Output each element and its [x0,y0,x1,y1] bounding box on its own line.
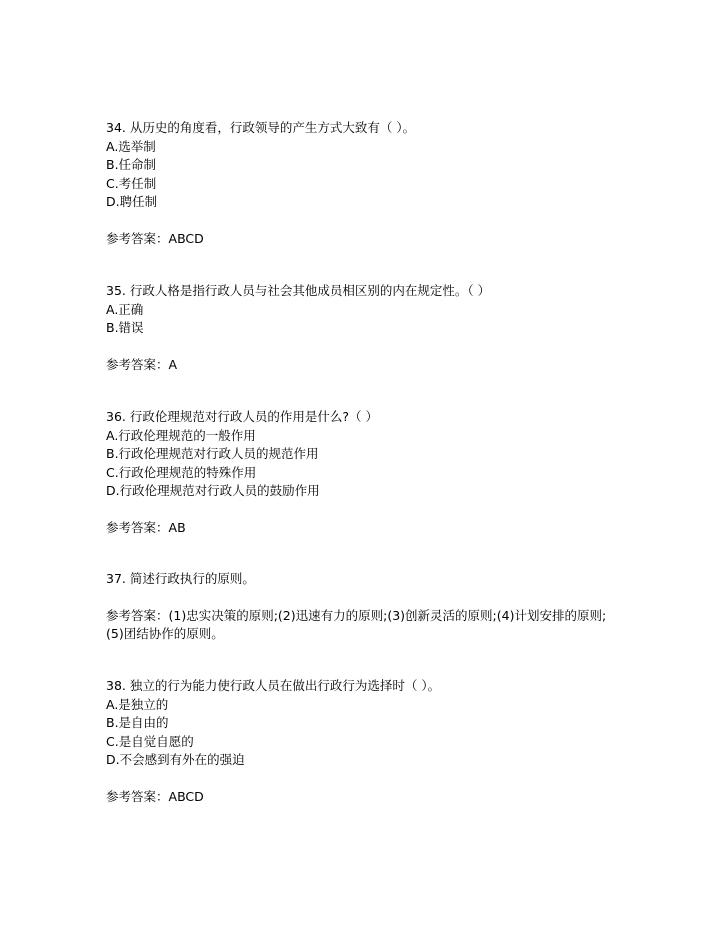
option-b: B.行政伦理规范对行政人员的规范作用 [106,446,319,461]
answer-label: 参考答案： [106,519,169,535]
answer-value: AB [168,519,186,535]
option-b: B.是自由的 [106,715,169,730]
question-stem: 37. 简述行政执行的原则。 [106,571,255,586]
option-c: C.行政伦理规范的特殊作用 [106,464,257,480]
question-stem: 38. 独立的行为能力使行政人员在做出行政行为选择时（ ）。 [106,678,441,693]
option-d: D.聘任制 [106,194,158,209]
option-a: A.选举制 [106,138,156,154]
option-a: A.是独立的 [106,696,169,712]
answer-value: ABCD [168,230,204,246]
option-d: D.不会感到有外在的强迫 [106,752,245,767]
question-stem: 36. 行政伦理规范对行政人员的作用是什么?（ ） [106,409,378,424]
question-stem: 35. 行政人格是指行政人员与社会其他成员相区别的内在规定性。（ ） [106,283,491,298]
question-37 [106,570,616,644]
option-d: D.行政伦理规范对行政人员的鼓励作用 [106,483,320,498]
option-c: C.考任制 [106,175,157,191]
answer-value: (1)忠实决策的原则;(2)迅速有力的原则;(3)创新灵活的原则;(4)计划安排的原则;(5)团结协作的原则。 [106,607,607,641]
answer-row [106,607,616,644]
answer-label: 参考答案： [106,788,169,804]
option-b: B.任命制 [106,157,157,172]
answer-row [106,356,616,375]
answer-label: 参考答案： [106,230,169,246]
answer-value: ABCD [168,788,204,804]
option-a: A.行政伦理规范的一般作用 [106,427,256,443]
answer-value: A [168,356,178,372]
question-36 [106,408,616,537]
option-a: A.正确 [106,301,144,317]
answer-label: 参考答案： [106,356,169,372]
question-38 [106,677,616,806]
answer-row [106,519,616,538]
question-stem: 34. 从历史的角度看，行政领导的产生方式大致有（ ）。 [106,120,416,135]
question-34 [106,119,616,248]
answer-row [106,230,616,249]
question-35 [106,282,616,374]
option-c: C.是自觉自愿的 [106,733,194,749]
answer-label: 参考答案： [106,607,169,623]
answer-row [106,788,616,807]
option-b: B.错误 [106,320,144,335]
